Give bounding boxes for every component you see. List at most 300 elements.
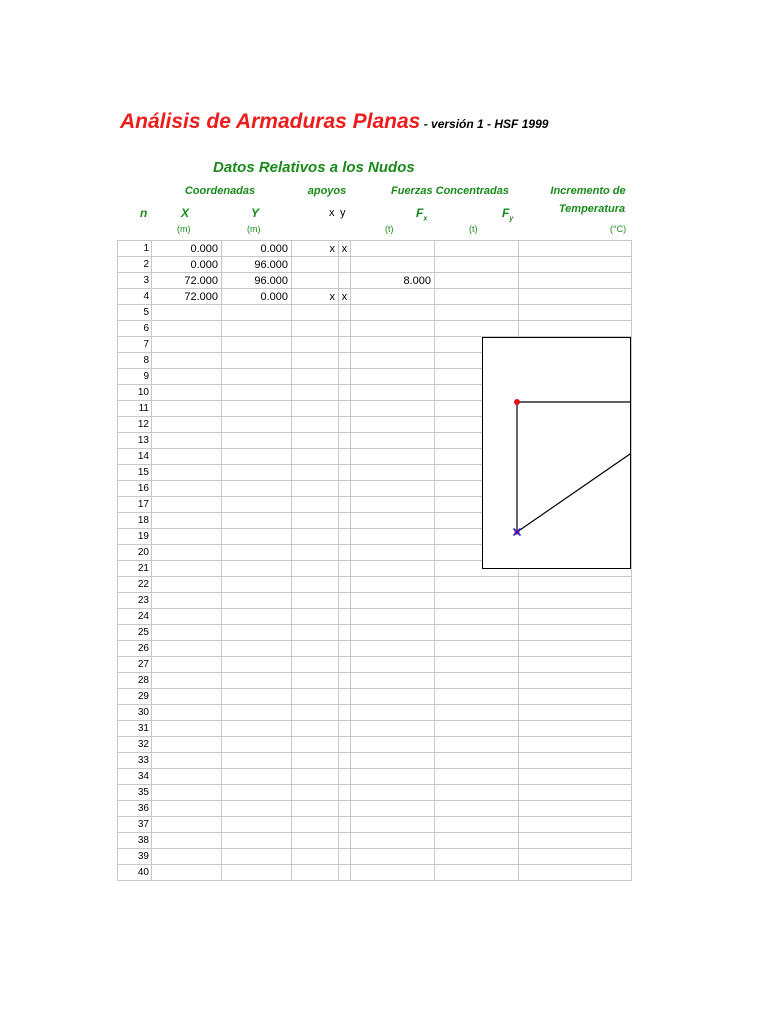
cell-x[interactable] (152, 753, 222, 769)
cell-y[interactable] (222, 849, 292, 865)
cell-fy[interactable] (435, 721, 519, 737)
cell-n: 6 (118, 321, 152, 337)
header-apoyos: apoyos (307, 185, 347, 197)
cell-fx[interactable] (351, 657, 435, 673)
table-row (118, 865, 632, 881)
cell-apoyo-y[interactable] (339, 593, 351, 609)
cell-n: 12 (118, 417, 152, 433)
cell-fy[interactable] (435, 321, 519, 337)
cell-apoyo-x[interactable] (292, 257, 339, 273)
cell-apoyo-x[interactable] (292, 833, 339, 849)
cell-apoyo-y[interactable] (339, 849, 351, 865)
cell-y[interactable] (222, 481, 292, 497)
cell-fy[interactable] (435, 609, 519, 625)
cell-temp[interactable] (519, 801, 632, 817)
cell-apoyo-x[interactable] (292, 497, 339, 513)
cell-fy[interactable] (435, 833, 519, 849)
cell-apoyo-x[interactable] (292, 657, 339, 673)
cell-y[interactable]: 0.000 (222, 241, 292, 257)
cell-y[interactable] (222, 593, 292, 609)
table-row (118, 289, 632, 305)
cell-x[interactable] (152, 785, 222, 801)
cell-n: 3 (118, 273, 152, 289)
cell-apoyo-y[interactable] (339, 641, 351, 657)
cell-apoyo-x[interactable] (292, 737, 339, 753)
cell-y[interactable] (222, 465, 292, 481)
cell-fx[interactable] (351, 753, 435, 769)
cell-temp[interactable] (519, 673, 632, 689)
cell-temp[interactable] (519, 305, 632, 321)
cell-x[interactable] (152, 449, 222, 465)
cell-apoyo-x[interactable] (292, 433, 339, 449)
cell-apoyo-y[interactable] (339, 577, 351, 593)
cell-x[interactable] (152, 721, 222, 737)
cell-fy[interactable] (435, 241, 519, 257)
cell-apoyo-y[interactable] (339, 657, 351, 673)
cell-y[interactable]: 0.000 (222, 289, 292, 305)
cell-temp[interactable] (519, 657, 632, 673)
cell-apoyo-x[interactable] (292, 481, 339, 497)
cell-fy[interactable] (435, 641, 519, 657)
cell-apoyo-x[interactable] (292, 801, 339, 817)
cell-apoyo-y[interactable] (339, 689, 351, 705)
cell-x[interactable] (152, 689, 222, 705)
cell-x[interactable] (152, 433, 222, 449)
cell-fx[interactable] (351, 833, 435, 849)
cell-n: 36 (118, 801, 152, 817)
cell-apoyo-x[interactable] (292, 609, 339, 625)
table-row (118, 721, 632, 737)
cell-y[interactable] (222, 753, 292, 769)
cell-n: 35 (118, 785, 152, 801)
cell-x[interactable] (152, 657, 222, 673)
cell-apoyo-x[interactable]: x (292, 289, 339, 305)
cell-fx[interactable] (351, 801, 435, 817)
cell-temp[interactable] (519, 609, 632, 625)
cell-y[interactable] (222, 689, 292, 705)
cell-apoyo-y[interactable]: x (339, 241, 351, 257)
cell-n: 2 (118, 257, 152, 273)
cell-fx[interactable] (351, 769, 435, 785)
cell-y[interactable] (222, 545, 292, 561)
cell-temp[interactable] (519, 577, 632, 593)
cell-n: 33 (118, 753, 152, 769)
cell-y[interactable] (222, 865, 292, 881)
cell-apoyo-y[interactable] (339, 273, 351, 289)
cell-apoyo-y[interactable] (339, 305, 351, 321)
cell-apoyo-y[interactable] (339, 769, 351, 785)
cell-apoyo-y[interactable] (339, 705, 351, 721)
cell-n: 9 (118, 369, 152, 385)
title-main: Análisis de Armaduras Planas (120, 110, 421, 133)
cell-apoyo-y[interactable] (339, 721, 351, 737)
cell-x[interactable] (152, 737, 222, 753)
header-coordenadas: Coordenadas (184, 185, 256, 197)
cell-fx[interactable] (351, 545, 435, 561)
cell-y[interactable] (222, 321, 292, 337)
cell-apoyo-x[interactable] (292, 305, 339, 321)
cell-apoyo-x[interactable] (292, 401, 339, 417)
cell-fy[interactable] (435, 865, 519, 881)
cell-apoyo-x[interactable] (292, 673, 339, 689)
cell-x[interactable] (152, 497, 222, 513)
cell-fx[interactable] (351, 417, 435, 433)
cell-temp[interactable] (519, 737, 632, 753)
cell-apoyo-x[interactable] (292, 721, 339, 737)
cell-fx[interactable]: 8.000 (351, 273, 435, 289)
cell-temp[interactable] (519, 593, 632, 609)
cell-fx[interactable] (351, 369, 435, 385)
cell-x[interactable] (152, 577, 222, 593)
cell-n: 7 (118, 337, 152, 353)
cell-temp[interactable] (519, 689, 632, 705)
cell-apoyo-x[interactable] (292, 641, 339, 657)
cell-apoyo-x[interactable] (292, 385, 339, 401)
cell-x[interactable] (152, 337, 222, 353)
cell-apoyo-y[interactable] (339, 785, 351, 801)
cell-x[interactable] (152, 401, 222, 417)
cell-x[interactable] (152, 833, 222, 849)
cell-y[interactable] (222, 433, 292, 449)
cell-n: 5 (118, 305, 152, 321)
cell-x[interactable] (152, 801, 222, 817)
cell-y[interactable] (222, 641, 292, 657)
cell-apoyo-y[interactable] (339, 433, 351, 449)
cell-n: 1 (118, 241, 152, 257)
table-row (118, 257, 632, 273)
cell-x[interactable] (152, 849, 222, 865)
cell-fx[interactable] (351, 609, 435, 625)
cell-apoyo-y[interactable] (339, 609, 351, 625)
cell-apoyo-x[interactable] (292, 417, 339, 433)
cell-apoyo-y[interactable] (339, 369, 351, 385)
cell-y[interactable] (222, 353, 292, 369)
cell-fy[interactable] (435, 625, 519, 641)
title-version: - versión 1 - HSF 1999 (420, 117, 549, 131)
cell-apoyo-x[interactable] (292, 513, 339, 529)
cell-apoyo-x[interactable] (292, 369, 339, 385)
cell-x[interactable] (152, 305, 222, 321)
cell-apoyo-y[interactable] (339, 481, 351, 497)
cell-y[interactable] (222, 513, 292, 529)
cell-apoyo-x[interactable] (292, 353, 339, 369)
cell-apoyo-x[interactable] (292, 593, 339, 609)
cell-temp[interactable] (519, 273, 632, 289)
cell-temp[interactable] (519, 769, 632, 785)
cell-fy[interactable] (435, 705, 519, 721)
cell-fy[interactable] (435, 753, 519, 769)
cell-x[interactable] (152, 481, 222, 497)
cell-temp[interactable] (519, 753, 632, 769)
cell-fx[interactable] (351, 337, 435, 353)
cell-apoyo-y[interactable] (339, 465, 351, 481)
cell-y[interactable] (222, 369, 292, 385)
cell-apoyo-y[interactable] (339, 321, 351, 337)
cell-apoyo-y[interactable] (339, 337, 351, 353)
cell-n: 32 (118, 737, 152, 753)
cell-apoyo-x[interactable] (292, 753, 339, 769)
unit-fy: (t) (469, 224, 478, 234)
cell-fx[interactable] (351, 449, 435, 465)
cell-apoyo-y[interactable] (339, 673, 351, 689)
cell-fx[interactable] (351, 593, 435, 609)
cell-y[interactable] (222, 737, 292, 753)
header-fx: $F_x$ (416, 206, 428, 223)
cell-y[interactable] (222, 785, 292, 801)
cell-fy[interactable] (435, 673, 519, 689)
cell-temp[interactable] (519, 625, 632, 641)
cell-fy[interactable] (435, 817, 519, 833)
cell-x[interactable] (152, 513, 222, 529)
header-temperatura: Temperatura (558, 203, 626, 215)
cell-apoyo-y[interactable] (339, 833, 351, 849)
cell-fx[interactable] (351, 513, 435, 529)
cell-apoyo-y[interactable] (339, 545, 351, 561)
cell-apoyo-y[interactable] (339, 513, 351, 529)
cell-fx[interactable] (351, 705, 435, 721)
cell-apoyo-y[interactable] (339, 753, 351, 769)
cell-fy[interactable] (435, 769, 519, 785)
cell-y[interactable] (222, 609, 292, 625)
cell-fx[interactable] (351, 721, 435, 737)
cell-fx[interactable] (351, 577, 435, 593)
cell-fx[interactable] (351, 353, 435, 369)
cell-apoyo-x[interactable] (292, 321, 339, 337)
cell-fx[interactable] (351, 625, 435, 641)
cell-fx[interactable] (351, 481, 435, 497)
table-row (118, 273, 632, 289)
cell-fy[interactable] (435, 257, 519, 273)
cell-apoyo-x[interactable] (292, 577, 339, 593)
cell-x[interactable] (152, 817, 222, 833)
cell-y[interactable] (222, 561, 292, 577)
cell-apoyo-x[interactable] (292, 769, 339, 785)
cell-temp[interactable] (519, 721, 632, 737)
cell-x[interactable] (152, 593, 222, 609)
cell-x[interactable]: 0.000 (152, 257, 222, 273)
header-fy: $F_y$ (502, 206, 514, 223)
cell-apoyo-x[interactable] (292, 705, 339, 721)
cell-apoyo-x[interactable] (292, 465, 339, 481)
cell-y[interactable]: 96.000 (222, 257, 292, 273)
cell-x[interactable] (152, 673, 222, 689)
cell-x[interactable] (152, 641, 222, 657)
cell-apoyo-y[interactable] (339, 865, 351, 881)
table-row (118, 321, 632, 337)
cell-fy[interactable] (435, 737, 519, 753)
cell-y[interactable] (222, 657, 292, 673)
cell-n: 30 (118, 705, 152, 721)
cell-apoyo-y[interactable] (339, 353, 351, 369)
cell-y[interactable] (222, 833, 292, 849)
cell-temp[interactable] (519, 241, 632, 257)
cell-x[interactable] (152, 529, 222, 545)
cell-n: 13 (118, 433, 152, 449)
cell-fx[interactable] (351, 433, 435, 449)
unit-temp: (°C) (610, 224, 627, 234)
cell-apoyo-x[interactable] (292, 817, 339, 833)
cell-apoyo-y[interactable] (339, 385, 351, 401)
cell-apoyo-x[interactable] (292, 337, 339, 353)
cell-fx[interactable] (351, 673, 435, 689)
cell-x[interactable] (152, 417, 222, 433)
cell-fx[interactable] (351, 641, 435, 657)
cell-fx[interactable] (351, 561, 435, 577)
cell-fy[interactable] (435, 801, 519, 817)
cell-apoyo-y[interactable] (339, 801, 351, 817)
cell-y[interactable] (222, 577, 292, 593)
cell-fx[interactable] (351, 529, 435, 545)
cell-temp[interactable] (519, 865, 632, 881)
cell-apoyo-x[interactable]: x (292, 241, 339, 257)
table-row (118, 577, 632, 593)
cell-n: 39 (118, 849, 152, 865)
cell-fx[interactable] (351, 289, 435, 305)
cell-x[interactable]: 72.000 (152, 273, 222, 289)
cell-temp[interactable] (519, 705, 632, 721)
cell-fx[interactable] (351, 257, 435, 273)
cell-fx[interactable] (351, 497, 435, 513)
cell-n: 31 (118, 721, 152, 737)
header-fuerzas: Fuerzas Concentradas (391, 185, 509, 197)
cell-x[interactable] (152, 865, 222, 881)
cell-fy[interactable] (435, 577, 519, 593)
cell-y[interactable] (222, 337, 292, 353)
cell-fx[interactable] (351, 385, 435, 401)
cell-x[interactable]: 0.000 (152, 241, 222, 257)
table-row (118, 737, 632, 753)
cell-x[interactable] (152, 465, 222, 481)
cell-temp[interactable] (519, 321, 632, 337)
cell-apoyo-x[interactable] (292, 625, 339, 641)
cell-y[interactable] (222, 625, 292, 641)
cell-apoyo-x[interactable] (292, 865, 339, 881)
cell-temp[interactable] (519, 641, 632, 657)
truss-node-2 (514, 399, 520, 405)
cell-n: 19 (118, 529, 152, 545)
cell-temp[interactable] (519, 849, 632, 865)
cell-fx[interactable] (351, 305, 435, 321)
cell-apoyo-y[interactable] (339, 449, 351, 465)
cell-x[interactable] (152, 321, 222, 337)
cell-apoyo-y[interactable] (339, 401, 351, 417)
cell-y[interactable] (222, 385, 292, 401)
cell-temp[interactable] (519, 817, 632, 833)
cell-apoyo-y[interactable] (339, 625, 351, 641)
cell-fx[interactable] (351, 865, 435, 881)
cell-apoyo-y[interactable] (339, 497, 351, 513)
cell-x[interactable] (152, 545, 222, 561)
cell-fx[interactable] (351, 401, 435, 417)
cell-apoyo-x[interactable] (292, 561, 339, 577)
cell-apoyo-x[interactable] (292, 545, 339, 561)
cell-n: 25 (118, 625, 152, 641)
cell-fx[interactable] (351, 849, 435, 865)
cell-fx[interactable] (351, 321, 435, 337)
cell-apoyo-x[interactable] (292, 785, 339, 801)
cell-fx[interactable] (351, 465, 435, 481)
cell-x[interactable] (152, 385, 222, 401)
cell-apoyo-x[interactable] (292, 529, 339, 545)
cell-apoyo-y[interactable] (339, 737, 351, 753)
cell-n: 37 (118, 817, 152, 833)
cell-x[interactable] (152, 609, 222, 625)
cell-y[interactable] (222, 529, 292, 545)
cell-y[interactable] (222, 417, 292, 433)
cell-y[interactable] (222, 817, 292, 833)
cell-n: 20 (118, 545, 152, 561)
cell-apoyo-x[interactable] (292, 849, 339, 865)
cell-fy[interactable] (435, 289, 519, 305)
cell-fy[interactable] (435, 305, 519, 321)
cell-fy[interactable] (435, 849, 519, 865)
cell-fx[interactable] (351, 689, 435, 705)
cell-fy[interactable] (435, 785, 519, 801)
header-apoyo-x: x (329, 207, 335, 219)
cell-fx[interactable] (351, 817, 435, 833)
cell-fx[interactable] (351, 241, 435, 257)
cell-apoyo-y[interactable] (339, 529, 351, 545)
cell-y[interactable] (222, 721, 292, 737)
cell-n: 34 (118, 769, 152, 785)
cell-y[interactable]: 96.000 (222, 273, 292, 289)
table-row (118, 657, 632, 673)
cell-temp[interactable] (519, 785, 632, 801)
cell-y[interactable] (222, 769, 292, 785)
cell-y[interactable] (222, 673, 292, 689)
table-row (118, 609, 632, 625)
cell-apoyo-y[interactable] (339, 817, 351, 833)
header-incremento: Incremento de (550, 185, 626, 197)
cell-x[interactable] (152, 705, 222, 721)
cell-x[interactable]: 72.000 (152, 289, 222, 305)
cell-apoyo-x[interactable] (292, 689, 339, 705)
cell-x[interactable] (152, 369, 222, 385)
cell-apoyo-y[interactable] (339, 561, 351, 577)
cell-fy[interactable] (435, 593, 519, 609)
cell-temp[interactable] (519, 257, 632, 273)
cell-fx[interactable] (351, 785, 435, 801)
cell-temp[interactable] (519, 833, 632, 849)
cell-y[interactable] (222, 705, 292, 721)
cell-fy[interactable] (435, 657, 519, 673)
cell-x[interactable] (152, 353, 222, 369)
cell-temp[interactable] (519, 289, 632, 305)
cell-n: 23 (118, 593, 152, 609)
cell-y[interactable] (222, 497, 292, 513)
cell-y[interactable] (222, 401, 292, 417)
cell-fy[interactable] (435, 689, 519, 705)
cell-n: 15 (118, 465, 152, 481)
cell-fx[interactable] (351, 737, 435, 753)
cell-x[interactable] (152, 561, 222, 577)
cell-fy[interactable] (435, 273, 519, 289)
cell-x[interactable] (152, 769, 222, 785)
cell-n: 40 (118, 865, 152, 881)
cell-apoyo-y[interactable] (339, 417, 351, 433)
cell-apoyo-y[interactable]: x (339, 289, 351, 305)
cell-n: 27 (118, 657, 152, 673)
table-row (118, 817, 632, 833)
cell-apoyo-x[interactable] (292, 449, 339, 465)
cell-n: 21 (118, 561, 152, 577)
cell-apoyo-y[interactable] (339, 257, 351, 273)
cell-apoyo-x[interactable] (292, 273, 339, 289)
cell-x[interactable] (152, 625, 222, 641)
cell-y[interactable] (222, 801, 292, 817)
cell-y[interactable] (222, 449, 292, 465)
cell-y[interactable] (222, 305, 292, 321)
